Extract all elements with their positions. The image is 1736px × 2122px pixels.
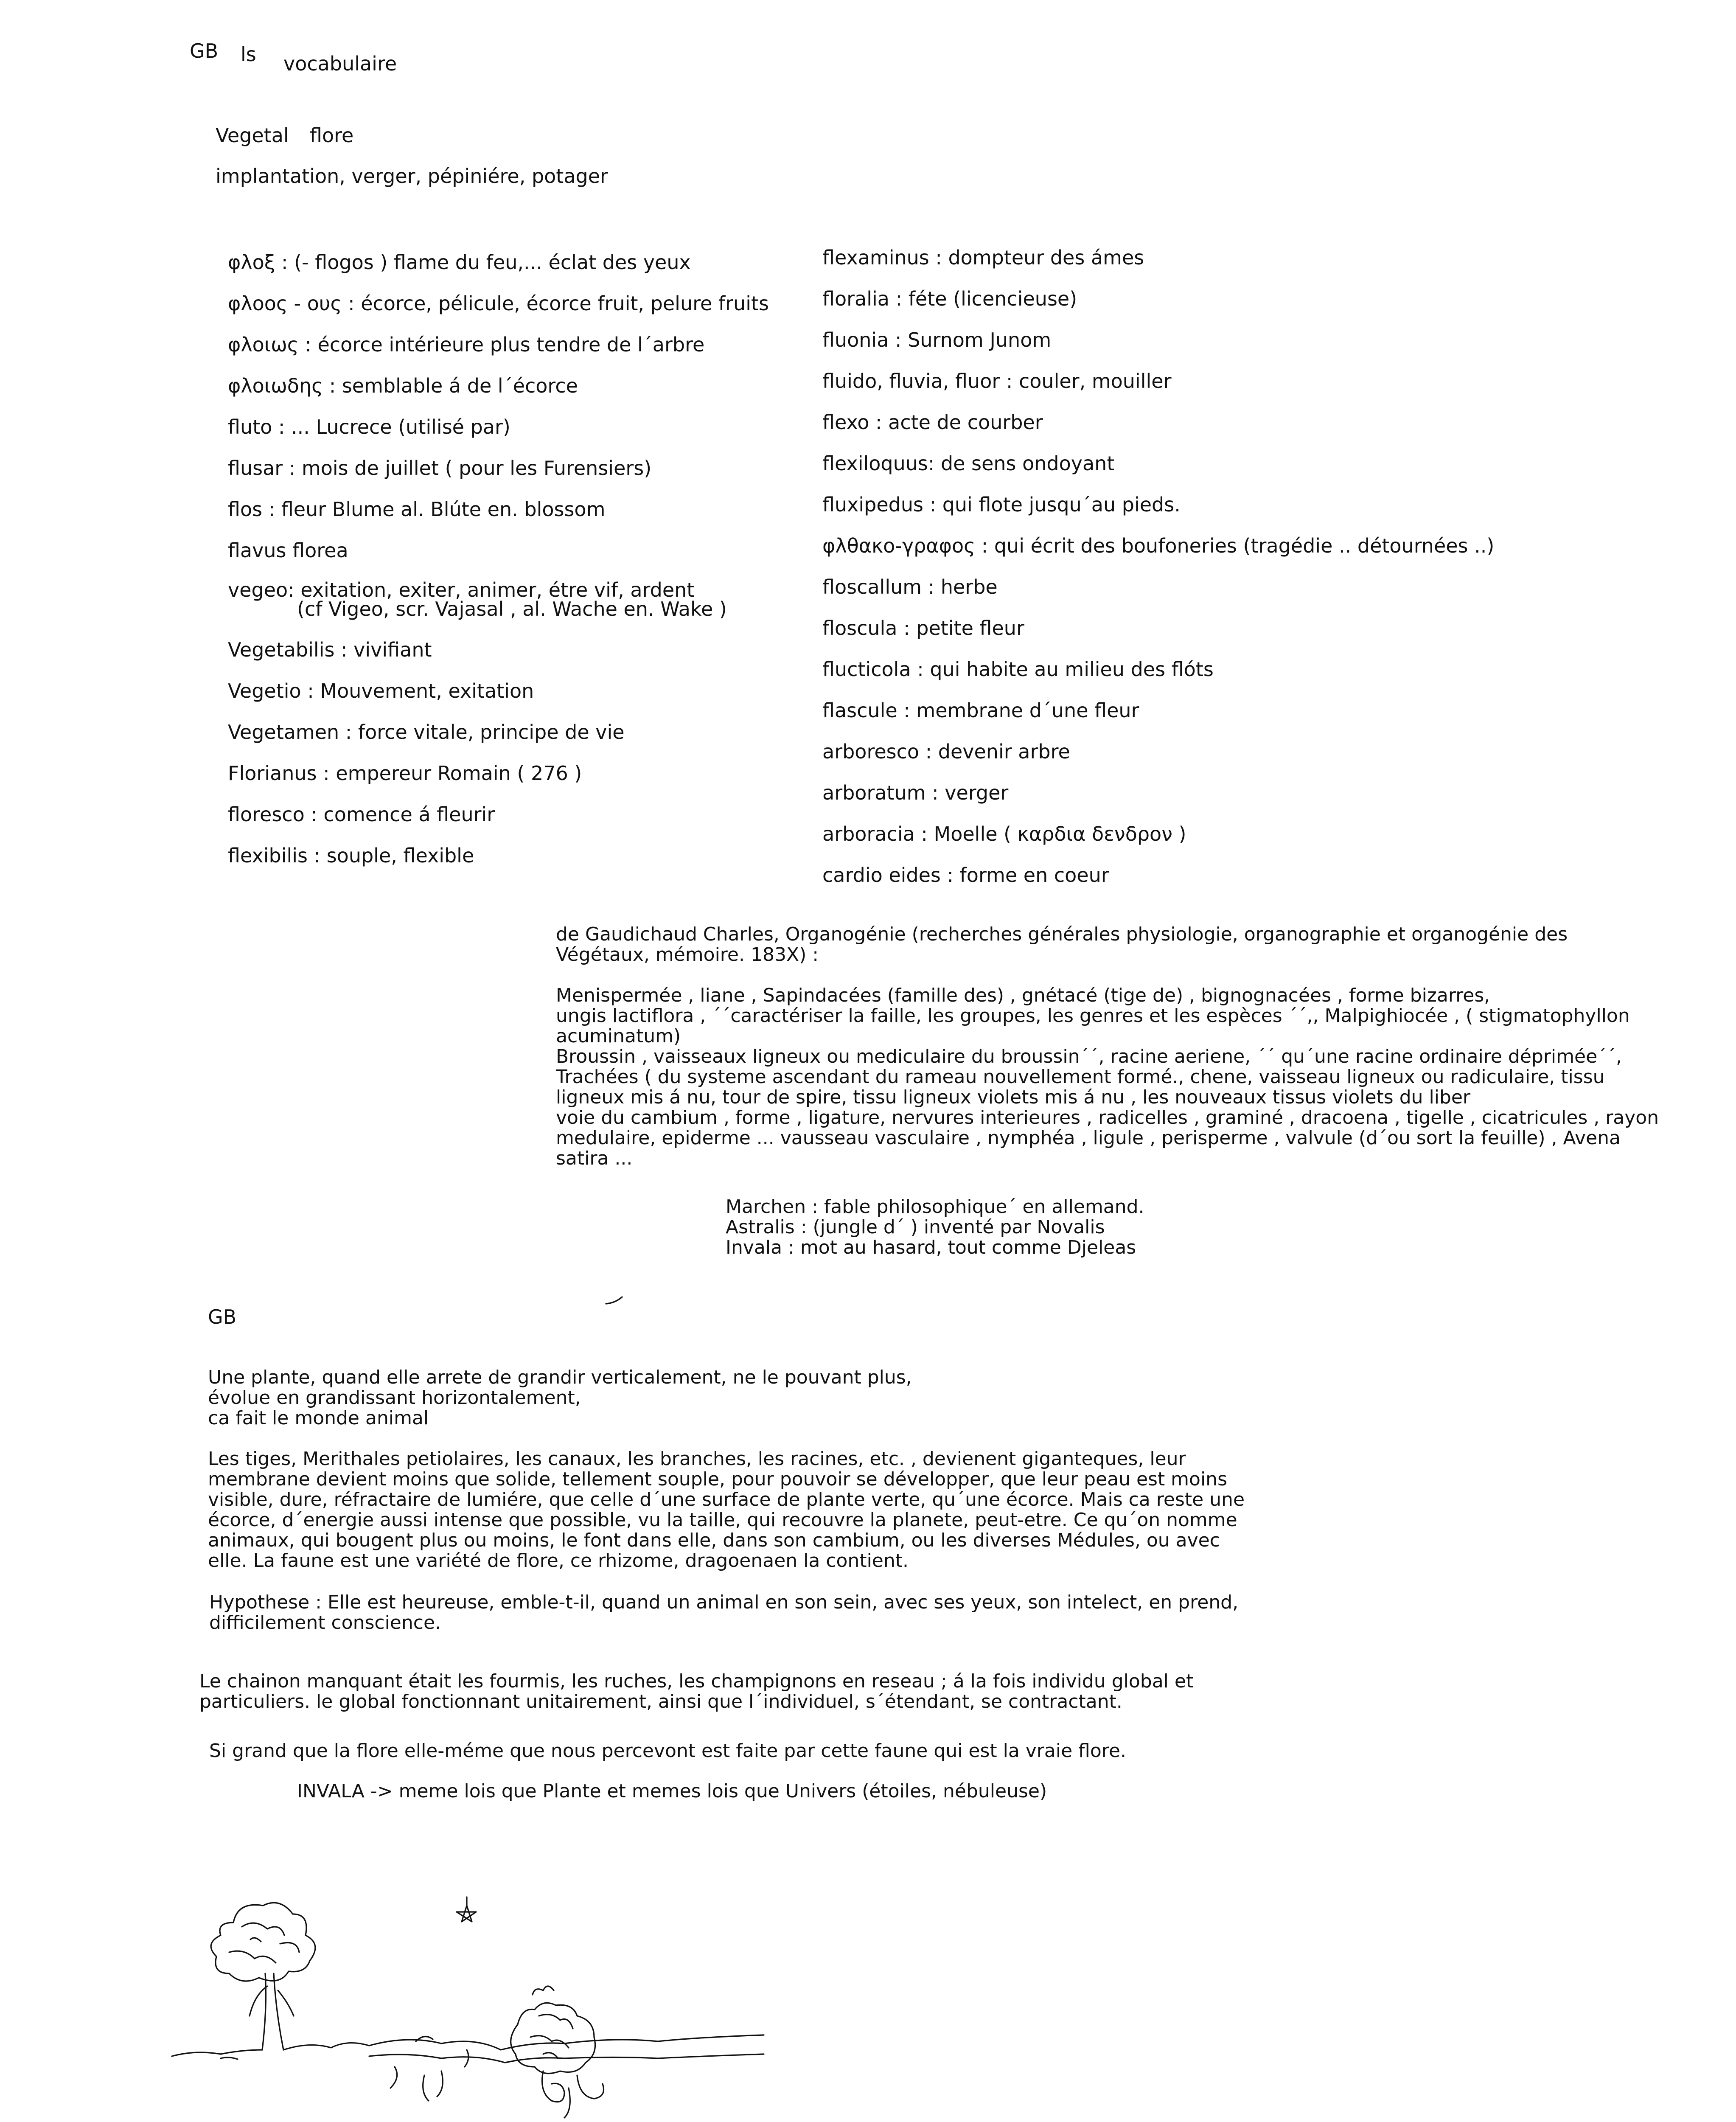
section-gb: GB <box>208 1305 237 1328</box>
subheader-implantation: implantation, verger, pépiniére, potager <box>216 165 608 188</box>
vocab-entry: flexibilis : souple, flexible <box>228 844 474 867</box>
vocab-entry: arboratum : verger <box>822 781 1009 804</box>
paragraph-line: Les tiges, Merithales petiolaires, les canaux, les branches, les racines, etc. , devienent giganteques, leur <box>208 1448 1186 1470</box>
marchen-line: Astralis : (jungle d´ ) inventé par Novalis <box>726 1216 1105 1238</box>
gaudichaud-line: Broussin , vaisseaux ligneux ou mediculaire du broussin´´, racine aeriene, ´´ qu´une racine ordinaire déprimée´´, <box>556 1046 1622 1067</box>
vocab-entry: flascule : membrane d´une fleur <box>822 699 1139 722</box>
vocab-entry: flexiloquus: de sens ondoyant <box>822 452 1115 475</box>
paragraph-4 <box>199 1671 1193 1712</box>
paragraph-2 <box>208 1449 1245 1571</box>
paragraph-line: membrane devient moins que solide, tellement souple, pour pouvoir se développer, que leur peau est moins <box>208 1468 1227 1490</box>
vocab-entry: φλοιως : écorce intérieure plus tendre de l´arbre <box>228 333 705 356</box>
vocab-entry: arboracia : Moelle ( καρδια δενδρον ) <box>822 822 1186 845</box>
paragraph-line: elle. La faune est une variété de flore, ce rhizome, dragoenaen la contient. <box>208 1550 909 1572</box>
paragraph-line: particuliers. le global fonctionnant unitairement, ainsi que l´individuel, s´étendant, se contractant. <box>199 1691 1122 1712</box>
subheader-vegetal: Vegetal <box>216 124 289 147</box>
left-vocab-column <box>228 252 769 581</box>
marchen-block <box>726 1197 1144 1258</box>
vocab-entry: φλοιωδης : semblable á de l´écorce <box>228 374 578 397</box>
vocab-entry: fluonia : Surnom Junom <box>822 328 1052 351</box>
paragraph-3 <box>209 1592 1238 1633</box>
landscape-sketch-icon <box>170 1889 772 2122</box>
marchen-line: Marchen : fable philosophique´ en allemand. <box>726 1196 1144 1218</box>
paragraph-line: ca fait le monde animal <box>208 1407 429 1429</box>
vocab-entry: fluido, fluvia, fluor : couler, mouiller <box>822 370 1172 393</box>
gaudichaud-line: ungis lactiflora , ´´caractériser la faille, les groupes, les genres et les espèces ´´,, Malpighiocée , ( stigmatophyllon <box>556 1005 1630 1027</box>
vocab-entry: fluxipedus : qui flote jusqu´au pieds. <box>822 493 1181 516</box>
vocab-entry: φλοος - ους : écorce, pélicule, écorce fruit, pelure fruits <box>228 292 769 315</box>
gaudichaud-line: Menispermée , liane , Sapindacées (famille des) , gnétacé (tige de) , bignognacées , forme bizarres, <box>556 985 1490 1006</box>
vocab-entry: flexaminus : dompteur des ámes <box>822 246 1144 269</box>
scribble-icon <box>603 1282 637 1307</box>
header-vocabulaire: vocabulaire <box>283 52 397 75</box>
vocab-entry: floscallum : herbe <box>822 575 998 598</box>
paragraph-line: Hypothese : Elle est heureuse, emble-t-il, quand un animal en son sein, avec ses yeux, son intelect, en prend, <box>209 1592 1239 1613</box>
vocab-entry: φλοξ : (- flogos ) flame du feu,... éclat des yeux <box>228 251 691 274</box>
vocab-entry-vegeo-2: (cf Vigeo, scr. Vajasal , al. Wache en. Wake ) <box>297 598 727 620</box>
paragraph-line: animaux, qui bougent plus ou moins, le font dans elle, dans son cambium, ou les diverses Médules, ou avec <box>208 1530 1220 1551</box>
paragraph-line: difficilement conscience. <box>209 1612 441 1634</box>
gaudichaud-line: medulaire, epiderme ... vausseau vasculaire , nymphéa , ligule , perisperme , valvule (d´ou sort la feuille) , Avena <box>556 1127 1621 1149</box>
vocab-entry: flucticola : qui habite au milieu des flóts <box>822 658 1214 681</box>
vocab-entry: floresco : comence á fleurir <box>228 803 495 826</box>
vocab-entry: flexo : acte de courber <box>822 411 1043 434</box>
vocab-entry: flos : fleur Blume al. Blúte en. blossom <box>228 498 606 521</box>
vocab-entry: fluto : ... Lucrece (utilisé par) <box>228 415 510 438</box>
gaudichaud-block <box>556 924 1659 1169</box>
gaudichaud-gap <box>556 965 1659 985</box>
paragraph-line: Une plante, quand elle arrete de grandir verticalement, ne le pouvant plus, <box>208 1367 912 1388</box>
vocab-entry: Vegetabilis : vivifiant <box>228 638 432 661</box>
gaudichaud-line: ligneux mis á nu, tour de spire, tissu ligneux violets mis á nu , les nouveaux tissus violets du liber <box>556 1086 1471 1108</box>
vocab-entry: flavus florea <box>228 539 348 562</box>
vocab-entry: φλθακο-γραφος : qui écrit des boufoneries (tragédie .. détournées ..) <box>822 534 1495 557</box>
vocab-entry: Vegetio : Mouvement, exitation <box>228 679 534 702</box>
vocab-entry: Florianus : empereur Romain ( 276 ) <box>228 762 582 785</box>
paragraph-5: Si grand que la flore elle-méme que nous percevont est faite par cette faune qui est la vraie flore. <box>209 1740 1126 1762</box>
vocab-entry: arboresco : devenir arbre <box>822 740 1070 763</box>
vocab-entry: Vegetamen : force vitale, principe de vie <box>228 721 625 744</box>
gaudichaud-line: de Gaudichaud Charles, Organogénie (recherches générales physiologie, organographie et organogénie des <box>556 923 1568 945</box>
paragraph-line: écorce, d´energie aussi intense que possible, vu la taille, qui recouvre la planete, peut-etre. Ce qu´on nomme <box>208 1509 1237 1531</box>
paragraph-line: Le chainon manquant était les fourmis, les ruches, les champignons en reseau ; á la fois individu global et <box>199 1670 1194 1692</box>
vocab-entry: floscula : petite fleur <box>822 617 1024 640</box>
subheader-flore: flore <box>310 124 354 147</box>
left-vocab-column-b <box>228 639 625 886</box>
marchen-line: Invala : mot au hasard, tout comme Djeleas <box>726 1237 1136 1258</box>
paragraph-1 <box>208 1367 912 1429</box>
header-ls: ls <box>241 43 256 66</box>
vocab-entry: floralia : féte (licencieuse) <box>822 287 1077 310</box>
vocab-entry-vegeo-1: vegeo: exitation, exiter, animer, étre vif, ardent <box>228 578 695 601</box>
gaudichaud-line: Végétaux, mémoire. 183X) : <box>556 944 819 966</box>
paragraph-6: INVALA -> meme lois que Plante et memes lois que Univers (étoiles, nébuleuse) <box>297 1780 1047 1802</box>
right-vocab-column <box>822 247 1494 906</box>
gaudichaud-line: voie du cambium , forme , ligature, nervures interieures , radicelles , graminé , dracoena , tigelle , cicatricules , rayon <box>556 1107 1659 1128</box>
gaudichaud-line: acuminatum) <box>556 1025 681 1047</box>
header-gb: GB <box>190 39 219 62</box>
paragraph-line: visible, dure, réfractaire de lumiére, que celle d´une surface de plante verte, qu´une écorce. Mais ca reste une <box>208 1489 1245 1510</box>
vocab-entry: flusar : mois de juillet ( pour les Furensiers) <box>228 457 652 480</box>
vocab-entry: cardio eides : forme en coeur <box>822 864 1109 887</box>
paragraph-line: évolue en grandissant horizontalement, <box>208 1387 581 1409</box>
gaudichaud-line: satira ... <box>556 1148 633 1169</box>
gaudichaud-line: Trachées ( du systeme ascendant du rameau nouvellement formé., chene, vaisseau ligneux ou radiculaire, tissu <box>556 1066 1605 1088</box>
